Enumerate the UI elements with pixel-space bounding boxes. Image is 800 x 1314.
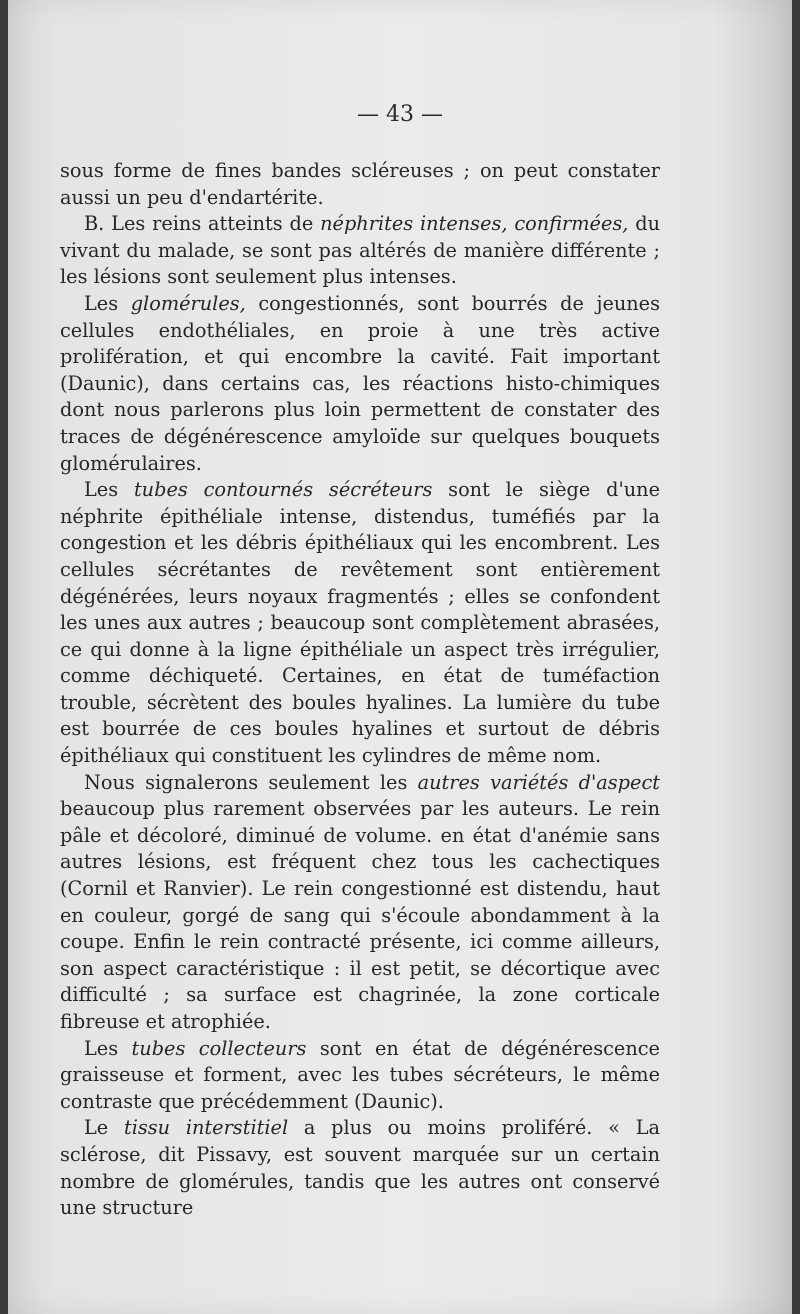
paragraph-text: sous forme de fines bandes scléreuses ; on peut constater aussi un peu d'endartérite. (60, 159, 660, 209)
italic-term: tissu interstitiel (123, 1116, 289, 1140)
paragraph-text: Nous signalerons seulement les (84, 770, 418, 794)
paragraph-text: a plus ou moins proliféré. « La sclérose, dit Pissavy, est souvent marquée sur un certain nombre de glomérules, tandis que les autres ont conservé une structure (60, 1116, 660, 1220)
paragraph-text: Le (84, 1116, 124, 1140)
paragraph (60, 211, 660, 291)
paragraph-text: du vivant du malade, se sont pas altérés de manière différente ; les lésions sont seulement plus intenses. (60, 212, 660, 289)
paragraph (60, 291, 660, 477)
body-text (60, 158, 660, 1222)
paragraph (60, 770, 660, 1036)
italic-term: tubes collecteurs (131, 1036, 307, 1060)
paragraph-text: Les (84, 1036, 132, 1060)
italic-term: glomérules, (130, 291, 246, 315)
paragraph-text: B. Les reins atteints de (84, 212, 321, 236)
paragraph-text: congestionnés, sont bourrés de jeunes cellules endothéliales, en proie à une très active prolifération, et qui encombre la cavité. Fait important (Daunic), dans certains cas, les réactions histo-chimiques dont nous parlerons plus loin permettent de constater des traces de dégénérescence amyloïde sur quelques bouquets glomérulaires. (60, 291, 660, 475)
italic-term: tubes contournés sécréteurs (133, 478, 433, 502)
paragraph-text: sont en état de dégénérescence graisseuse et forment, avec les tubes sécréteurs, le même contraste que précédemment (Daunic). (60, 1036, 660, 1113)
page-number: — 43 — (357, 102, 443, 127)
paragraph (60, 1115, 660, 1221)
paragraph (60, 158, 660, 211)
paragraph-text: beaucoup plus rarement observées par les auteurs. Le rein pâle et décoloré, diminué de volume. en état d'anémie sans autres lésions, est fréquent chez tous les cachectiques (Cornil et Ranvier). Le rein congestionné est distendu, haut en couleur, gorgé de sang qui s'écoule abondamment à la coupe. Enfin le rein contracté présente, ici comme ailleurs, son aspect caractéristique : il est petit, se décortique avec difficulté ; sa surface est chagrinée, la zone corticale fibreuse et atrophiée. (60, 797, 660, 1033)
italic-term: néphrites intenses, confirmées, (320, 212, 629, 236)
italic-term: autres variétés d'aspect (417, 770, 660, 794)
paragraph (60, 1036, 660, 1116)
paragraph-text: Les (84, 291, 131, 315)
book-page (8, 0, 792, 1314)
paragraph-text: sont le siège d'une néphrite épithéliale intense, distendus, tuméfiés par la congestion et les débris épithéliaux qui les encombrent. Les cellules sécrétantes de revêtement sont entièrement dégénérées, leurs noyaux fragmentés ; elles se confondent les unes aux autres ; beaucoup sont complètement abrasées, ce qui donne à la ligne épithéliale un aspect très irrégulier, comme déchiqueté. Certaines, en état de tuméfaction trouble, sécrètent des boules hyalines. La lumière du tube est bourrée de ces boules hyalines et surtout de débris épithéliaux qui constituent les cylindres de même nom. (60, 478, 660, 768)
paragraph (60, 477, 660, 770)
paragraph-text: Les (84, 478, 134, 502)
